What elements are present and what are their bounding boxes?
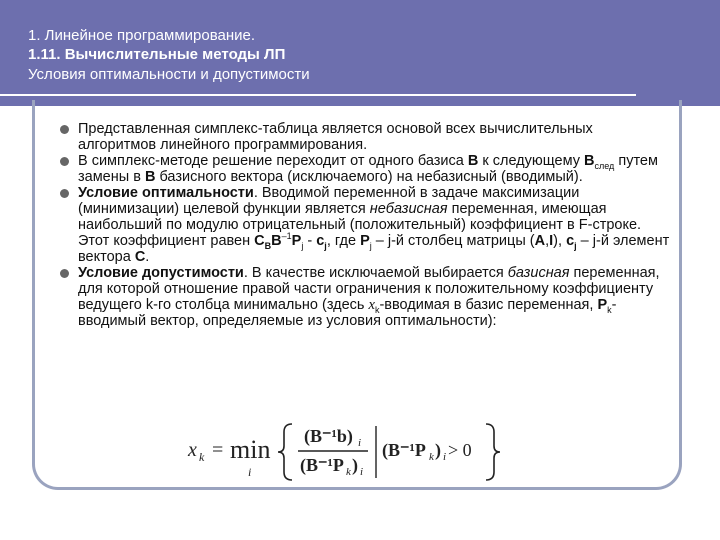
bullet-3-text: Условие оптимальности. Вводимой переменной в задаче максимизации (минимизации) целевой функции является небазисная переменная, имеющая наибольший по модулю отрицательный (положительный) коэффициент в F-строке. Этот коэффициент равен $C_BB^{-1}P_j - c_j$, где $P_j - j-й$ столбец матрицы (A,I), $c_j - j-й$ элемент вектора C. <box>78 185 670 265</box>
title-line-1: 1. Линейное программирование. <box>28 27 256 44</box>
bullet-2-text: В симплекс-методе решение переходит от одного базиса B к следующему $B_{след}$ путем замены в B базисного вектора (исключаемого) на небазисный (вводимый). <box>78 153 658 185</box>
formula-equals: = <box>212 439 224 461</box>
bullet-item-3 <box>60 185 672 265</box>
formula-denominator-sub: i <box>360 466 364 478</box>
formula-condition-k: k <box>429 451 434 463</box>
left-brace-icon <box>278 424 292 480</box>
formula-min: min <box>230 435 271 464</box>
bullet-item-2 <box>60 153 672 185</box>
bullet-item-4 <box>60 265 672 329</box>
bullet-1-text: Представленная симплекс-таблица является основой всех вычислительных алгоритмов линейного программирования. <box>78 121 593 153</box>
formula-denominator-k: k <box>346 466 351 478</box>
bullet-dot-icon <box>60 269 69 278</box>
formula <box>186 418 516 486</box>
formula-condition: (B⁻¹P <box>382 440 426 460</box>
formula-condition-close: ) <box>435 440 441 460</box>
header-divider <box>0 94 636 96</box>
formula-numerator: (B⁻¹b) <box>304 426 353 446</box>
formula-min-sub: i <box>248 465 252 479</box>
bullet-item-1 <box>60 121 672 153</box>
bullet-dot-icon <box>60 157 69 166</box>
formula-lhs-k: k <box>199 450 205 464</box>
slide-header <box>0 0 720 106</box>
formula-denominator-close: ) <box>352 455 358 475</box>
bullet-dot-icon <box>60 189 69 198</box>
right-brace-icon <box>486 424 500 480</box>
formula-condition-rest: > 0 <box>448 440 472 460</box>
formula-denominator: (B⁻¹P <box>300 455 344 475</box>
bullet-list <box>60 121 672 329</box>
formula-numerator-sub: i <box>358 437 362 449</box>
formula-lhs-x: x <box>188 439 197 461</box>
title-line-3: Условия оптимальности и допустимости <box>28 66 310 83</box>
formula-condition-sub: i <box>443 451 447 463</box>
title-line-2: 1.11. Вычислительные методы ЛП <box>28 46 286 63</box>
bullet-4-text: Условие допустимости. В качестве исключаемой выбирается базисная переменная, для которой отношение правой части ограничения к положительному коэффициенту ведущего k-го столбца минимально (здесь $x_k$-вводимая в базис переменная, $P_k$-вводимый вектор, определяемые из условия оптимальности): <box>78 265 660 329</box>
bullet-dot-icon <box>60 125 69 134</box>
